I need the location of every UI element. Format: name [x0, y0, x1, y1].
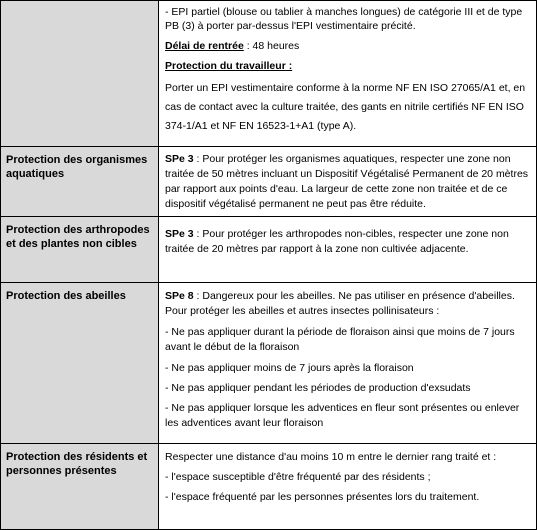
- bees-item: - Ne pas appliquer lorsque les adventices en fleur sont présentes ou enlever les adventices avant leur floraison: [165, 402, 520, 429]
- row-label-bees: Protection des abeilles: [1, 283, 159, 444]
- aquatic-desc: : Pour protéger les organismes aquatiques, respecter une zone non traitée de 50 mètres incluant un Dispositif Végétalisé Permanent de 20 mètres par rapport aux points d'eau. La largeur de cette zone non traitée et de ce dispositif végétalisé permanent ne peut pas être réduite.: [165, 153, 529, 210]
- row-content-bees: [159, 283, 537, 444]
- bees-text: [165, 289, 530, 319]
- aquatic-text: [165, 152, 530, 212]
- row-label-residents: Protection des résidents et personnes présentes: [1, 444, 159, 530]
- table-row-worker-protection: [1, 1, 537, 147]
- table-row-arthropods: [1, 217, 537, 283]
- table-row-residents: [1, 444, 537, 530]
- table-row-aquatic: [1, 147, 537, 217]
- epi-partial-text: - EPI partiel (blouse ou tablier à manches longues) de catégorie III et de type PB (3) à porter par-dessus l'EPI vestimentaire précité.: [165, 6, 523, 32]
- bees-item: - Ne pas appliquer moins de 7 jours après la floraison: [165, 362, 414, 374]
- aquatic-code: SPe 3: [165, 153, 194, 165]
- worker-protection-heading: Protection du travailleur :: [165, 60, 293, 72]
- residents-item: - l'espace fréquenté par les personnes présentes lors du traitement.: [165, 491, 480, 503]
- arthropods-desc: : Pour protéger les arthropodes non-cibles, respecter une zone non traitée de 20 mètres par rapport à la zone non cultivée adjacente.: [165, 228, 509, 255]
- bees-code: SPe 8: [165, 290, 194, 302]
- row-content-arthropods: [159, 217, 537, 283]
- row-label-aquatic: Protection des organismes aquatiques: [1, 147, 159, 217]
- row-label-empty: [1, 1, 159, 147]
- arthropods-code: SPe 3: [165, 228, 194, 240]
- arthropods-text: [165, 227, 530, 257]
- bees-desc: : Dangereux pour les abeilles. Ne pas utiliser en présence d'abeilles. Pour protéger les abeilles et autres insectes pollinisateurs :: [165, 290, 515, 317]
- residents-intro: Respecter une distance d'au moins 10 m entre le dernier rang traité et :: [165, 451, 497, 463]
- reentry-delay-value: : 48 heures: [243, 40, 300, 52]
- row-content-aquatic: [159, 147, 537, 217]
- row-content-residents: [159, 444, 537, 530]
- worker-protection-text: Porter un EPI vestimentaire conforme à la norme NF EN ISO 27065/A1 et, en cas de contact avec la culture traitée, des gants en nitrile certifiés NF EN ISO 374-1/A1 et NF EN 16523-1+A1 (type A).: [165, 82, 526, 132]
- table-row-bees: [1, 283, 537, 444]
- bees-item: - Ne pas appliquer pendant les périodes de production d'exsudats: [165, 382, 471, 394]
- residents-item: - l'espace susceptible d'être fréquenté par des résidents ;: [165, 471, 431, 483]
- bees-item: - Ne pas appliquer durant la période de floraison ainsi que moins de 7 jours avant le début de la floraison: [165, 326, 515, 353]
- reentry-delay-label: Délai de rentrée: [165, 40, 244, 52]
- reentry-delay: [165, 39, 530, 53]
- row-label-arthropods: Protection des arthropodes et des plantes non cibles: [1, 217, 159, 283]
- row-content-worker: [159, 1, 537, 147]
